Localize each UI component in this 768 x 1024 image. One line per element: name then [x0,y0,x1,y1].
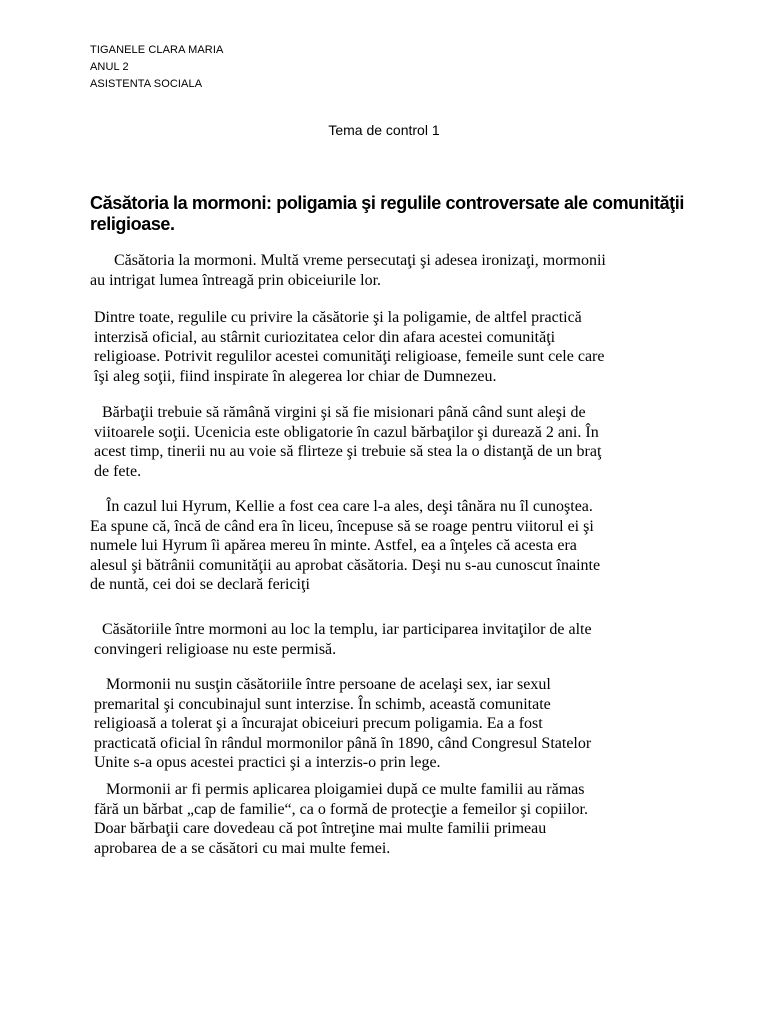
paragraph-line: Bărbaţii trebuie să rămână virgini şi să fie misionari până când sunt aleşi de [90,404,586,421]
author-header [90,42,223,93]
title-line: religioase. [90,214,175,234]
paragraph-3 [90,403,690,481]
paragraph-line: numele lui Hyrum îi apărea mereu în minte. Astfel, ea a înţeles că acesta era [90,537,577,554]
title-line: Căsătoria la mormoni: poligamia şi regulile controversate ale comunităţii [90,193,684,213]
paragraph-line: Căsătoriile între mormoni au loc la templu, iar participarea invitaţilor de alte [90,621,592,638]
article-title [90,193,690,235]
paragraph-line: religioase. Potrivit regulilor acestei comunităţi religioase, femeile sunt cele care [90,348,605,365]
paragraph-line: Mormonii nu susţin căsătoriile între persoane de acelaşi sex, iar sexul [90,676,551,693]
paragraph-line: convingeri religioase nu este permisă. [90,640,337,658]
paragraph-line: aprobarea de a se căsători cu mai multe femei. [90,839,391,857]
paragraph-line: alesul şi bătrânii comunităţii au aprobat căsătoria. Deşi nu s-au cunoscut înainte [90,556,601,574]
paragraph-line: de fete. [90,462,142,480]
paragraph-1 [90,251,690,290]
paragraph-line: de nuntă, cei doi se declară fericiţi [90,576,310,593]
paragraph-line: Ea spune că, încă de când era în liceu, începuse să se roage pentru viitorul ei şi [90,517,594,535]
paragraph-line: acest timp, tinerii nu au voie să flirteze şi trebuie să stea la o distanţă de un braţ [90,443,602,460]
paragraph-line: Unite s-a opus acestei practici şi a interzis-o prin lege. [90,754,441,771]
paragraph-line: În cazul lui Hyrum, Kellie a fost cea care l-a ales, deşi tânăra nu îl cunoştea. [90,498,593,515]
paragraph-line: fără un bărbat „cap de familie“, ca o formă de protecţie a femeilor şi copiilor. [90,800,588,818]
paragraph-line: practicată oficial în rândul mormonilor până în 1890, când Congresul Statelor [90,734,592,752]
paragraph-4 [90,497,690,595]
assignment-heading: Tema de control 1 [328,122,440,138]
paragraph-6 [90,675,690,773]
paragraph-line: Dintre toate, regulile cu privire la căsătorie şi la poligamie, de altfel practică [90,309,582,326]
study-year: ANUL 2 [90,61,129,73]
paragraph-line: îşi aleg soţii, fiind inspirate în alegerea lor chiar de Dumnezeu. [90,367,497,385]
paragraph-7 [90,780,690,858]
paragraph-line: premarital şi concubinajul sunt interzise. În schimb, această comunitate [90,695,551,713]
specialization: ASISTENTA SOCIALA [90,78,203,90]
paragraph-line: Mormonii ar fi permis aplicarea ploigamiei după ce multe familii au rămas [90,781,585,798]
paragraph-line: interzisă oficial, au stârnit curiozitatea celor din afara acestei comunităţi [90,328,556,346]
paragraph-line: au intrigat lumea întreagă prin obiceiurile lor. [90,271,382,289]
paragraph-line: Doar bărbaţii care dovedeau că pot întreţine mai multe familii primeau [90,820,547,837]
paragraph-line: Căsătoria la mormoni. Multă vreme persecutaţi şi adesea ironizaţi, mormonii [90,252,606,269]
paragraph-5 [90,620,690,659]
author-name: TIGANELE CLARA MARIA [90,44,224,56]
paragraph-line: religioasă a tolerat şi a încurajat obiceiuri precum poligamia. Ea a fost [90,715,543,732]
paragraph-2 [90,308,690,386]
paragraph-line: viitoarele soţii. Ucenicia este obligatorie în cazul bărbaţilor şi durează 2 ani. În [90,423,599,441]
